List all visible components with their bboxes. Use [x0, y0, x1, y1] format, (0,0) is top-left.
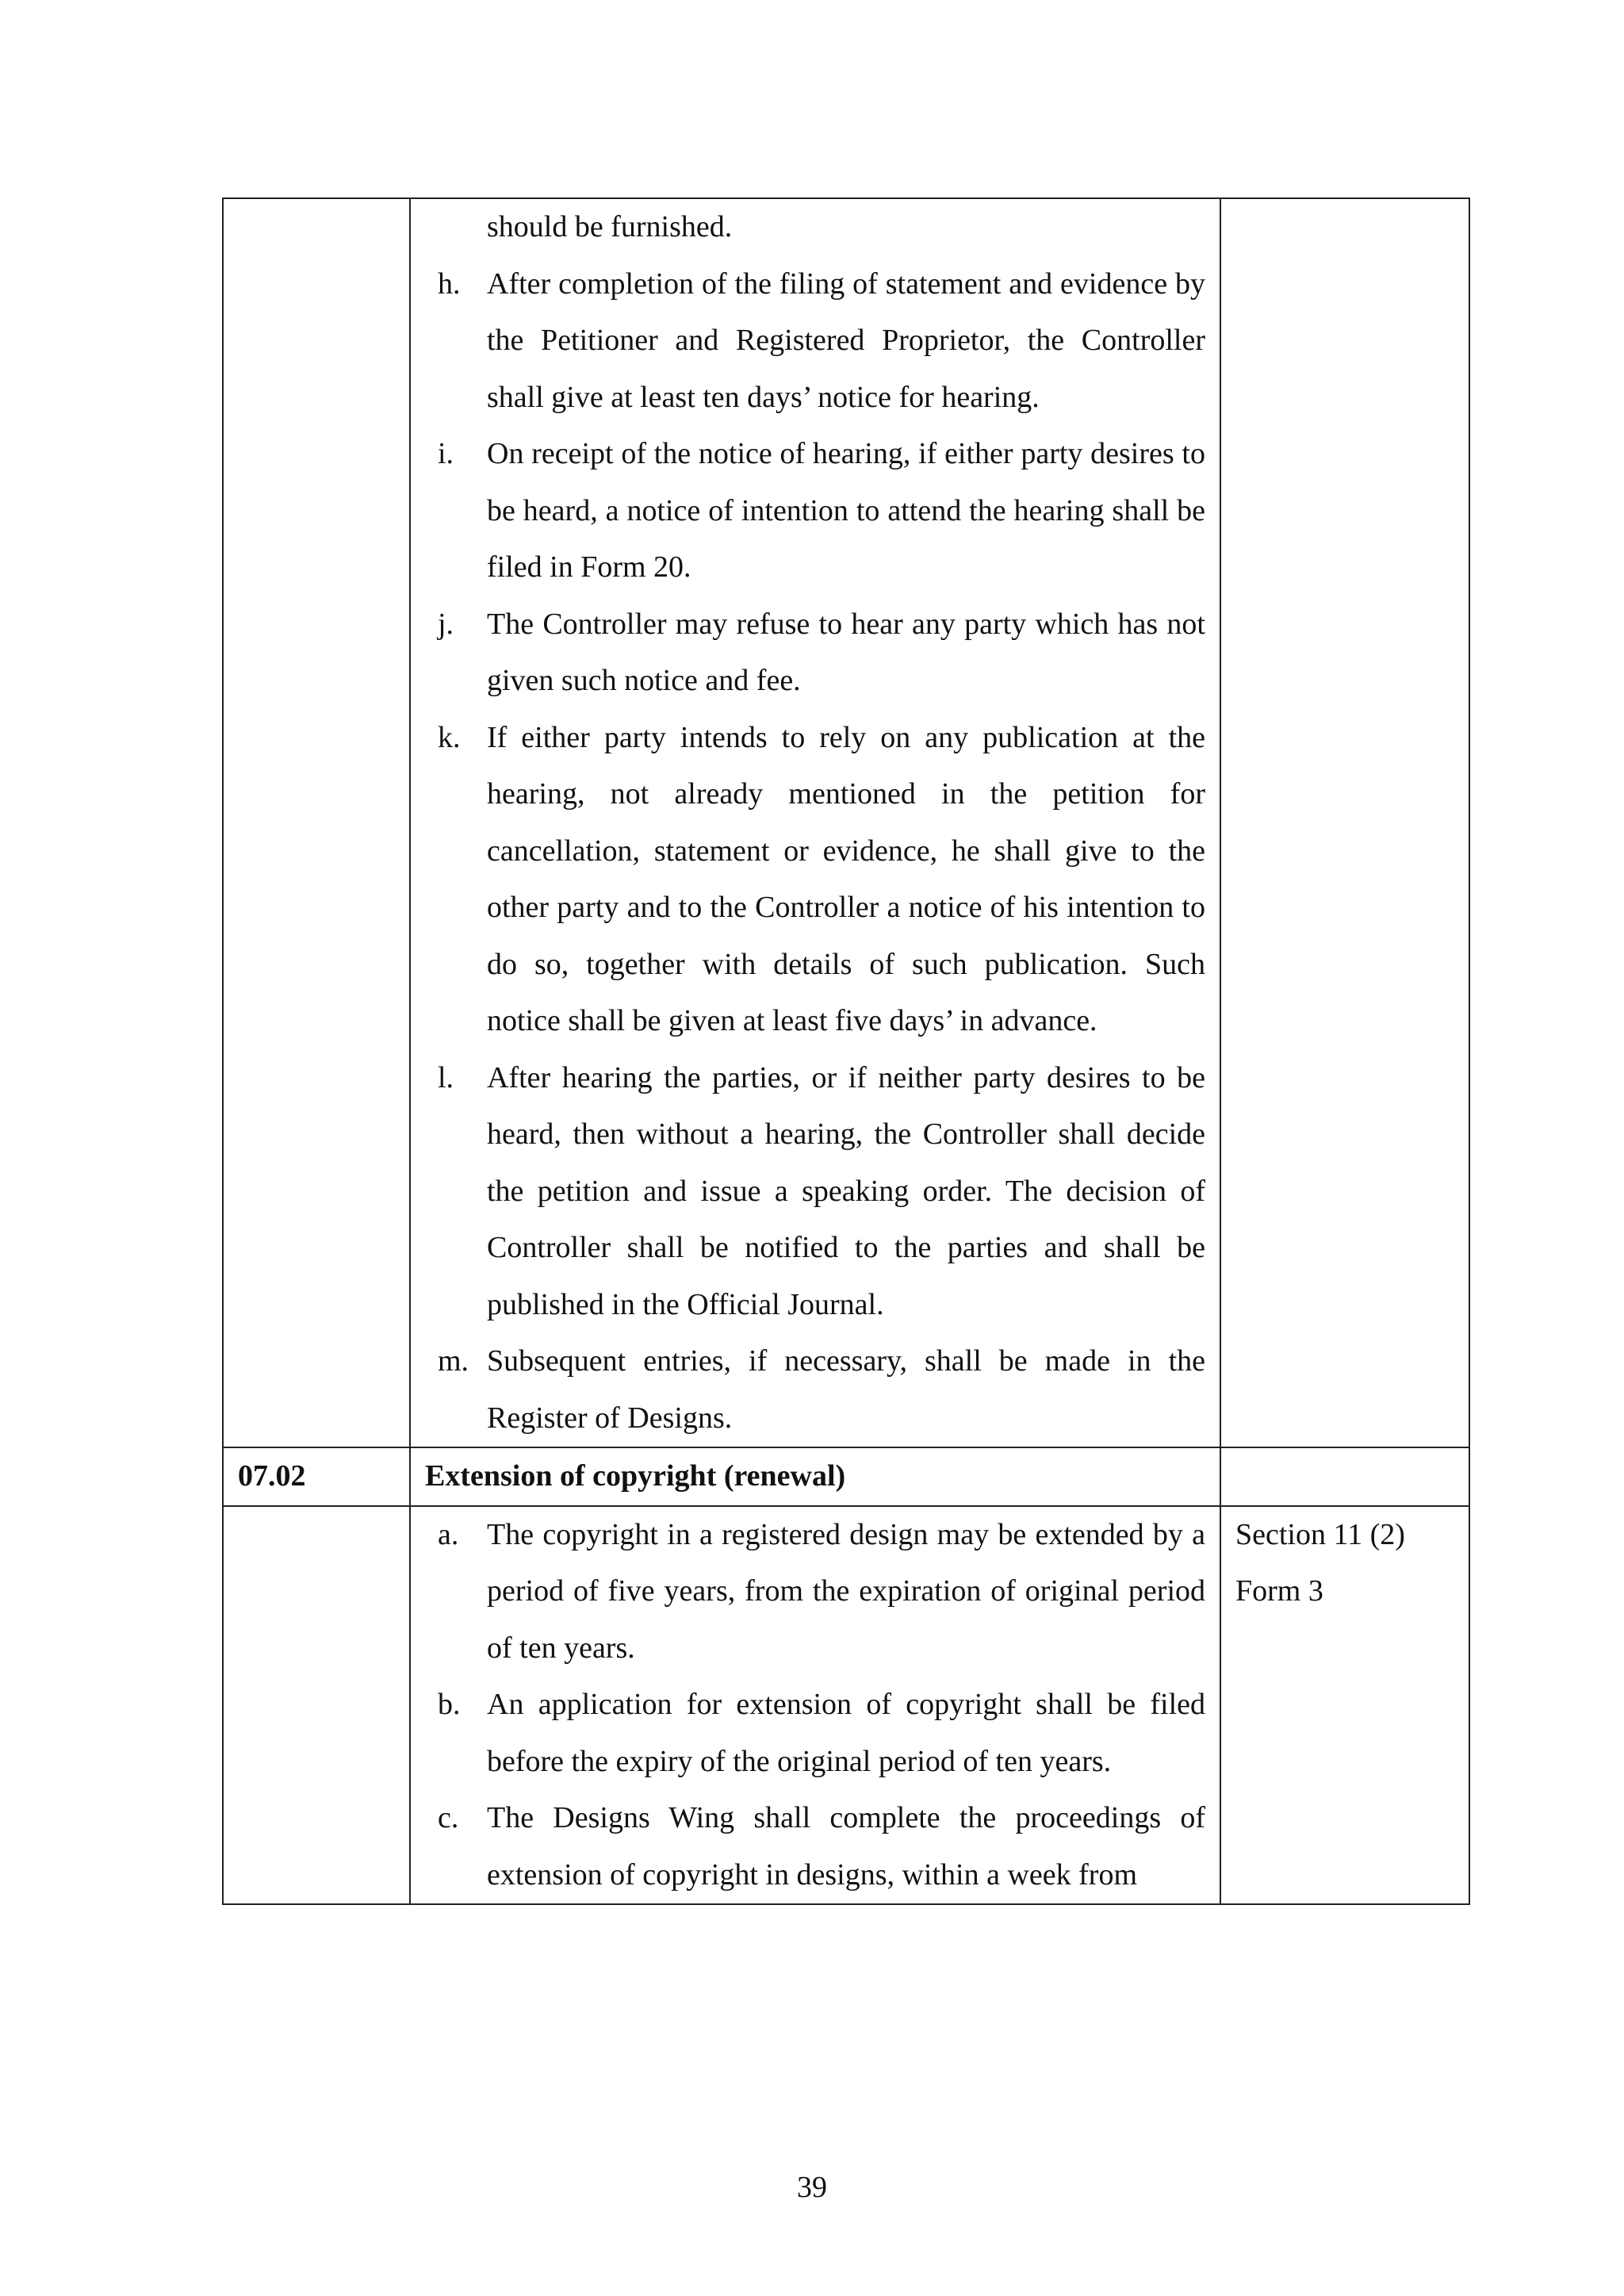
reference-cell [1220, 198, 1469, 1447]
list-item-i [438, 426, 1205, 596]
list-item-text: If either party intends to rely on any publication at the hearing, not already mentioned in the petition for cancellation, statement or evidence, he shall give to the other party and to the Controller a notice of his intention to do so, together with details of such publication. Such notice shall be given at least five days’ in advance. [487, 720, 1205, 1037]
procedure-cell [410, 198, 1220, 1447]
list-marker: c. [438, 1801, 459, 1834]
list-marker: b. [438, 1688, 461, 1721]
list-item-text: The copyright in a registered design may be extended by a period of five years, from the expiration of original period of ten years. [487, 1517, 1205, 1665]
list-marker: i. [438, 437, 454, 470]
table-row-cancellation-continued [223, 198, 1469, 1447]
list-marker: m. [438, 1344, 469, 1378]
reference-cell [1220, 1447, 1469, 1506]
list-item-h [438, 256, 1205, 427]
list-item-text: After hearing the parties, or if neither party desires to be heard, then without a hearing, the Controller shall decide the petition and issue a speaking order. The decision of Controller shall be notified to the parties and shall be published in the Official Journal. [487, 1060, 1205, 1321]
page-number: 39 [797, 2171, 827, 2204]
continued-text: should be furnished. [487, 210, 733, 243]
list-item-c [438, 1790, 1205, 1903]
list-item-m [438, 1333, 1205, 1447]
list-marker: k. [438, 720, 461, 754]
section-number-cell [223, 1506, 410, 1905]
list-item-text: After completion of the filing of statement and evidence by the Petitioner and Registered Proprietor, the Controller shall give at least ten days’ notice for hearing. [487, 266, 1205, 414]
section-number-cell [223, 198, 410, 1447]
provisions-table [222, 197, 1470, 1905]
section-number: 07.02 [223, 1447, 410, 1506]
table-row-section-heading [223, 1447, 1469, 1506]
list-item-l [438, 1050, 1205, 1334]
list-item-text: Subsequent entries, if necessary, shall be made in the Register of Designs. [487, 1344, 1205, 1435]
list-marker: h. [438, 266, 461, 301]
reference-form: Form 3 [1235, 1574, 1323, 1608]
list-item-j [438, 596, 1205, 710]
list-marker: a. [438, 1517, 459, 1551]
list-item-text: The Controller may refuse to hear any party which has not given such notice and fee. [487, 607, 1205, 697]
section-heading: Extension of copyright (renewal) [410, 1447, 1220, 1506]
list-item-text: On receipt of the notice of hearing, if either party desires to be heard, a notice of intention to attend the hearing shall be filed in Form 20. [487, 437, 1205, 584]
table-row-extension-procedure [223, 1506, 1469, 1905]
list-item-text: An application for extension of copyright shall be filed before the expiry of the original period of ten years. [487, 1688, 1205, 1778]
procedure-cell [410, 1506, 1220, 1905]
list-item-b [438, 1677, 1205, 1790]
reference-section: Section 11 (2) [1235, 1517, 1405, 1551]
list-item-k [438, 710, 1205, 1050]
list-item-text: The Designs Wing shall complete the proceedings of extension of copyright in designs, within a week from [487, 1801, 1205, 1892]
reference-cell [1220, 1506, 1469, 1905]
list-marker: l. [438, 1060, 454, 1094]
list-item-a [438, 1507, 1205, 1677]
list-marker: j. [438, 607, 454, 641]
